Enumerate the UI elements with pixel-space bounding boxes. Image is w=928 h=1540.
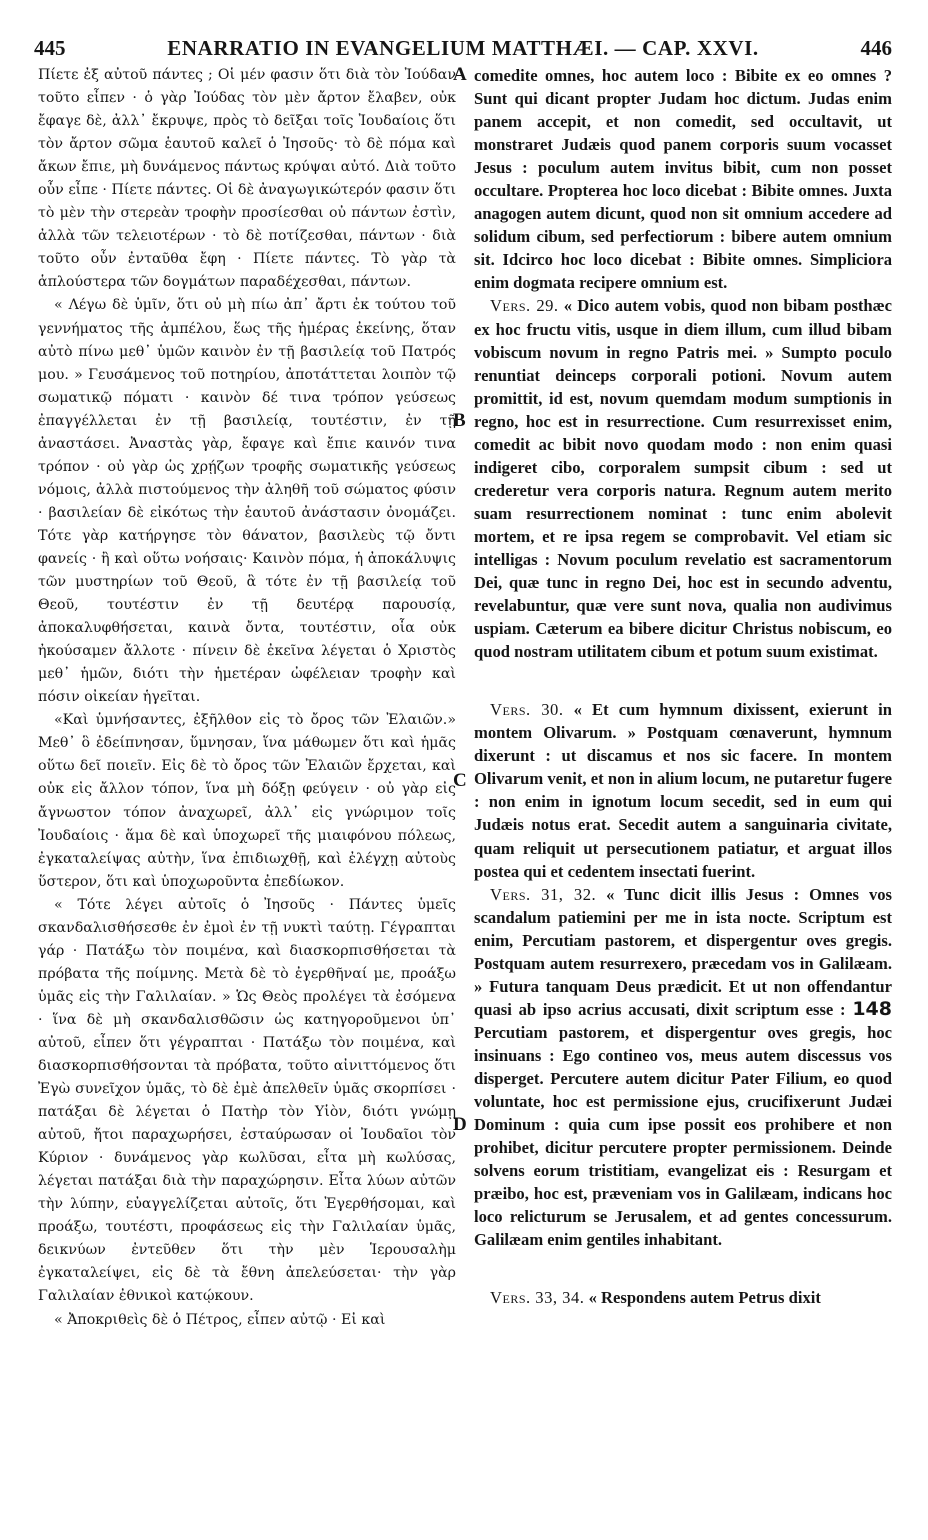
latin-paragraph: comedite omnes, hoc autem loco : Bibite ex eo omnes ? Sunt qui dicant propter Judam hoc dictum. Judas enim panem accepit, et non comedit, sed occultavit, ut monstraret Judæis quod panem corporis suum vocasset Jesus : poculum autem invitus bibit, cum non posset occultare. Propterea hoc loco dicebat : Bibite omnes. Juxta anagogen autem dicunt, quod non sit omnium accedere ad solidum cibum, sed perfectiorum : bibere autem omnium sit. Idcirco hoc loco dicebat : Bibite omnes. Simpliciora enim dogmata recipere omnium est. bbox=[474, 66, 892, 293]
verse-text: « Dico autem vobis, quod non bibam posthæc ex hoc fructu vitis, usque in diem illum, cum illud bibam vobiscum novum in regno Patris mei. » Sumpto poculo renuntiat deinceps corporali potioni. Novum autem promittit, id est, novum quemdam modum sumptionis in regno, hoc est in resurrectione. Cum resurrexisset enim, comedit ac bibit novo quodam modo : non enim quasi indigeret cibo, corporalem sumpsit cibum : sed ut crederetur vera corporis natura. Regnum autem merito suam resurrectionem nominat : tunc enim abolevit mortem, et re ipsa regem se comprobavit. Vel etiam sic intelligas : Novum poculum revelatio est sacramentorum Dei, quæ tunc in regno Dei, hoc est in secundo adventu, revelabuntur, quæ vere sunt nova, qualia non audivimus uspiam. Cæterum ea bibere dicitur Christus nobiscum, eo quod nostram utilitatem cibum et potum suum existimat. bbox=[474, 296, 892, 662]
greek-paragraph: « Λέγω δὲ ὑμῖν, ὅτι οὐ μὴ πίω ἀπ᾽ ἄρτι ἐκ τούτου τοῦ γεννήματος τῆς ἀμπέλου, ἕως τῆς ἡμέρας ἐκείνης, ὅταν αὐτὸ πίνω μεθ᾽ ὑμῶν καινὸν ἐν τῇ βασιλείᾳ τοῦ Πατρός μου. » Γευσάμενος τοῦ ποτηρίου, ἀποτάττεται λοιπὸν τῷ σωματικῷ πόματι · καινὸν δέ τινα τρόπον γεύσεως ἐπαγγέλλεται ἐν τῇ βασιλείᾳ, τουτέστιν, ἐν τῇ ἀναστάσει. Ἀναστὰς γὰρ, ἔφαγε καὶ ἔπιε καινόν τινα τρόπον · οὐ γὰρ ὡς χρῄζων τροφῆς σωματικῆς γεύσεως νόμοις, ἀλλὰ πιστούμενος τὴν ἀληθῆ τοῦ σώματος φύσιν · βασιλείαν δὲ εἰκότως τὴν ἑαυτοῦ ἀνάστασιν ὀνομάζει. Τότε γὰρ κατήργησε τὸν θάνατον, βασιλεὺς τῷ ὄντι φανείς · ἢ καὶ οὕτω νοήσαις· Καινὸν πόμα, ἡ ἀποκάλυψις τῶν μυστηρίων τοῦ Θεοῦ, ἃ τότε ἐν τῇ βασιλείᾳ τοῦ Θεοῦ, τουτέστιν ἐν τῇ δευτέρᾳ παρουσίᾳ, ἀποκαλυφθήσεται, καινὰ ὄντα, τουτέστιν, οἷα οὐκ ἠκούσαμεν ἄλλοτε · πίνειν δὲ ἐκεῖνα λέγεται ὁ Χριστὸς μεθ᾽ ἡμῶν, διότι τὴν ἡμετέραν ὠφέλειαν τροφὴν καὶ πόσιν οἰκείαν ἡγεῖται. bbox=[38, 297, 456, 706]
column-number: 148 bbox=[852, 997, 892, 1020]
greek-paragraph: « Τότε λέγει αὐτοῖς ὁ Ἰησοῦς · Πάντες ὑμεῖς σκανδαλισθήσεσθε ἐν ἐμοὶ ἐν τῇ νυκτὶ ταύτῃ. Γέγραπται γάρ · Πατάξω τὸν ποιμένα, καὶ διασκορπισθήσεται τὰ πρόβατα τῆς ποίμνης. Μετὰ δὲ τὸ ἐγερθῆναί με, προάξω ὑμᾶς εἰς τὴν Γαλιλαίαν. » Ὡς Θεὸς προλέγει τὰ ἐσόμενα · ἵνα δὲ μὴ σκανδαλισθῶσιν ὡς κατηγοροῦμενοι ὑπ᾽ αὐτοῦ, εἶπεν ὅτι γέγραπται · Πατάξω τὸν ποιμένα, καὶ διασκορπισθήσονται τὰ πρόβατα, τοῦτο αἰνιττόμενος ὅτι Ἐγὼ συνεῖχον ὑμᾶς, τὸ δὲ ἐμὲ ἀπελθεῖν ὑμᾶς σκορπίσει · πατάξαι δὲ λέγεται ὁ Πατὴρ τὸν Υἱὸν, διότι γνώμῃ αὐτοῦ, ἤτοι παραχωρήσει, ἐσταύρωσαν οἱ Ἰουδαῖοι τὸν Κύριον · δυνάμενος γὰρ κωλῦσαι, εἶτα μὴ κωλύσας, λέγεται πατάξαι διὰ τὴν παραχώρησιν. Εἶτα λύων αὐτῶν τὴν λύπην, εὐαγγελίζεται αὐτοῖς, ὅτι Ἐγερθήσομαι, καὶ προάξω, τουτέστι, προφάσεως εἰς τὴν Γαλιλαίαν ὑμᾶς, δεικνύων ἐντεῦθεν ὅτι τὴν μὲν Ἱερουσαλὴμ ἐγκαταλείψει, εἰς δὲ τὰ ἔθνη ἀπελεύσεται· τὴν γὰρ Γαλιλαίαν ἐθνικοὶ κατῴκουν. bbox=[38, 896, 456, 1305]
page-number-left: 445 bbox=[34, 36, 66, 60]
latin-column bbox=[474, 64, 892, 1534]
paragraph-gap bbox=[474, 663, 892, 698]
greek-column bbox=[38, 64, 456, 1534]
section-marker-d: D bbox=[453, 1114, 467, 1135]
latin-paragraph bbox=[474, 883, 892, 1252]
running-title: ENARRATIO IN EVANGELIUM MATTHÆI. — CAP. XXVI. bbox=[167, 36, 759, 60]
verse-text: « Et cum hymnum dixissent, exierunt in montem Olivarum. » Postquam cœnaverunt, hymnum dixerunt : ut discamus et nos sic facere. In montem Olivarum venit, et non in alium locum, ne putaretur fugere : non enim in ignotum locum secedit, sed in eum qui Judæis notus erat. Secedit autem a sanguinaria civitate, quam reliquit ut persecutionem patiatur, et arguat illos postea qui et cedentem insectati fuerint. bbox=[474, 700, 892, 881]
greek-paragraph: « Ἀποκριθεὶς δὲ ὁ Πέτρος, εἶπεν αὐτῷ · Εἰ καὶ bbox=[54, 1311, 386, 1328]
running-header bbox=[34, 34, 892, 64]
verse-text: « Tunc dicit illis Jesus : Omnes vos scandalum patiemini per me in ista nocte. Scriptum est enim, Percutiam pastorem, et dispergentur oves gregis. Postquam autem resurrexero, præcedam vos in Galilæam. » Futura tanquam Deus prædicit. Et ut non offendantur quasi ab ipso acrius accusati, dixit scriptum esse : bbox=[474, 884, 892, 1019]
verse-text: Percutiam pastorem, et dispergentur oves gregis, hoc insinuans : Ego contineo vos, meus autem discessus vos disperget. Percutere autem dicitur Pater Filium, eo quod voluntate, hoc est permissione ejus, crucifixerunt Judæi Dominum : quia cum ipse possit eos prohibere et non prohibet, dicitur percutere propter permissionem. Deinde solvens eorum tristitiam, evangelizat eis : Resurgam et præibo, hoc est, præveniam vos in Galilæam, indicans hoc loco relicturum se Jerusalem, et ad gentes concessurum. Galilæam enim gentiles inhabitant. bbox=[474, 1022, 892, 1250]
greek-paragraph: Πίετε ἐξ αὐτοῦ πάντες ; Οἱ μέν φασιν ὅτι διὰ τὸν Ἰούδαν τοῦτο εἶπεν · ὁ γὰρ Ἰούδας τὸν μὲν ἄρτον ἔλαβεν, οὐκ ἔφαγε δὲ, ἀλλ᾽ ἔκρυψε, πρὸς τὸ δεῖξαι τοῖς Ἰουδαίοις ὅτι τὸν ἄρτον σῶμα ἑαυτοῦ καλεῖ ὁ Ἰησοῦς· τὸ δὲ πόμα καὶ ἄκων ἔπιε, μὴ δυνάμενος πάντως κρύψαι αὐτό. Διὰ τοῦτο οὖν εἶπε · Πίετε πάντες. Οἱ δὲ ἀναγωγικώτερόν φασιν ὅτι τὸ μὲν τὴν στερεὰν τροφὴν προσίεσθαι οὐ πάντων ἐστὶν, ἀλλὰ τῶν τελειοτέρων · τὸ δὲ ποτίζεσθαι, πάντων · διὰ τοῦτο οὖν ἐνταῦθα ἔφη · Πίετε πάντες. Τὸ γὰρ τὰ ἁπλούστερα τῶν δογμάτων παραδέχεσθαι, πάντων. bbox=[38, 67, 456, 291]
section-marker-a: A bbox=[453, 64, 467, 85]
page-number-right: 446 bbox=[860, 36, 892, 60]
section-marker-b: B bbox=[453, 410, 466, 431]
verse-label: Vers. 29. bbox=[490, 296, 559, 316]
verse-label: Vers. 31, 32. bbox=[490, 884, 597, 904]
verse-label: Vers. 33, 34. bbox=[490, 1288, 585, 1308]
section-marker-c: C bbox=[453, 770, 467, 791]
latin-paragraph bbox=[474, 698, 892, 882]
latin-paragraph bbox=[474, 294, 892, 663]
latin-paragraph bbox=[474, 1286, 892, 1309]
verse-label: Vers. 30. bbox=[490, 700, 564, 720]
greek-paragraph: «Καὶ ὑμνήσαντες, ἐξῆλθον εἰς τὸ ὄρος τῶν Ἐλαιῶν.» Μεθ᾽ ὃ ἐδείπνησαν, ὕμνησαν, ἵνα μάθωμεν ὅτι καὶ ἡμᾶς οὕτω δεῖ ποιεῖν. Εἰς δὲ τὸ ὄρος τῶν Ἐλαιῶν ἔρχεται, καὶ οὐκ εἰς ἄλλον τόπον, ἵνα μὴ δόξῃ φεύγειν · οὐ γὰρ εἰς ἄγνωστον τόπον ἀναχωρεῖ, ἀλλ᾽ εἰς γνώριμον τοῖς Ἰουδαίοις · ἅμα δὲ καὶ ὑποχωρεῖ τῆς μιαιφόνου πόλεως, ἐγκαταλείψας αὐτὴν, ἵνα ἐπιδιωχθῇ, καὶ ἐλέγχῃ αὐτοὺς ὕστερον, ὅτι καὶ ὑποχωροῦντα ἐπεδίωκον. bbox=[38, 712, 456, 890]
verse-text: « Respondens autem Petrus dixit bbox=[584, 1288, 821, 1308]
paragraph-gap bbox=[474, 1251, 892, 1286]
